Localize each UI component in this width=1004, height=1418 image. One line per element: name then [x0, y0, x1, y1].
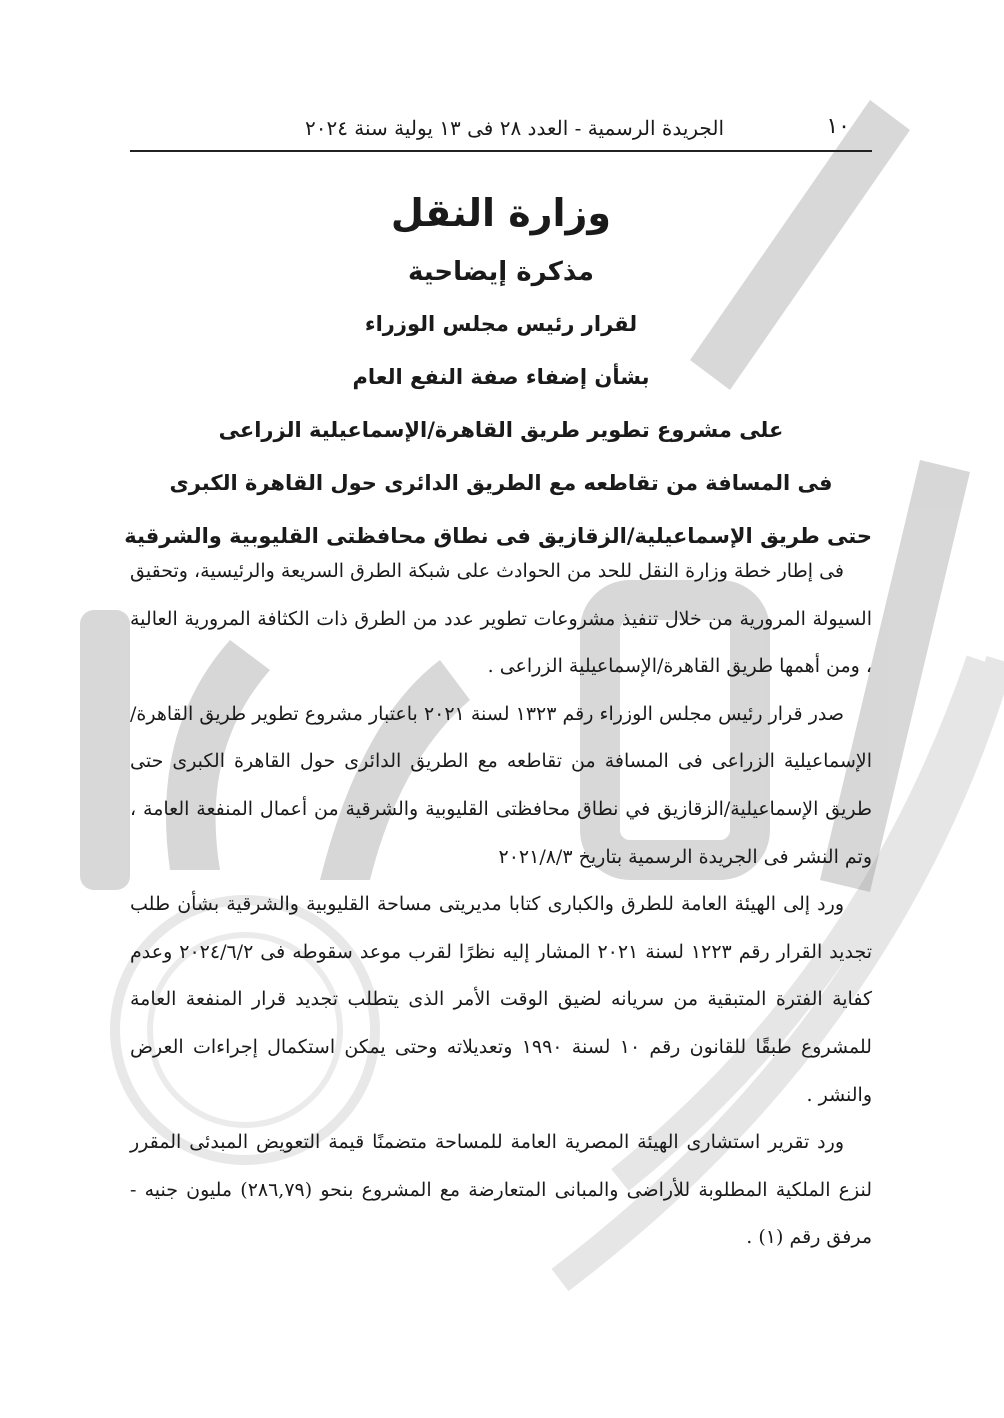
page-number: ١٠	[826, 114, 850, 139]
body-paragraph: ورد إلى الهيئة العامة للطرق والكبارى كتابا مديريتى مساحة القليوبية والشرقية بشأن طلب تجديد القرار رقم ١٢٢٣ لسنة ٢٠٢١ المشار إليه نظرًا لقرب موعد سقوطه فى ٢٠٢٤/٦/٢ وعدم كفاية الفترة المتبقية من سريانه لضيق الوقت الأمر الذى يتطلب تجديد قرار المنفعة العامة للمشروع طبقًا للقانون رقم ١٠ لسنة ١٩٩٠ وتعديلاته وحتى يمكن استكمال إجراءات العرض والنشر .	[130, 893, 872, 1106]
body-paragraph: صدر قرار رئيس مجلس الوزراء رقم ١٣٢٣ لسنة ٢٠٢١ باعتبار مشروع تطوير طريق القاهرة/ الإسماعيلية الزراعى فى المسافة من تقاطعه مع الطريق الدائرى حول القاهرة الكبرى حتى طريق الإسماعيلية/الزقازيق في نطاق محافظتى القليوبية والشرقية من أعمال المنفعة العامة ، وتم النشر فى الجريدة الرسمية بتاريخ ٢٠٢١/٨/٣	[130, 702, 872, 868]
subtitle-line: على مشروع تطوير طريق القاهرة/الإسماعيلية الزراعى	[218, 418, 784, 442]
subtitle-line: بشأن إضفاء صفة النفع العام	[352, 365, 650, 389]
memo-body	[130, 548, 872, 1262]
subtitle-line: حتى طريق الإسماعيلية/الزقازيق فى نطاق محافظتى القليوبية والشرقية	[124, 524, 872, 548]
subtitle-line: لقرار رئيس مجلس الوزراء	[364, 312, 638, 336]
body-paragraph: فى إطار خطة وزارة النقل للحد من الحوادث على شبكة الطرق السريعة والرئيسية، وتحقيق السيولة المرورية من خلال تنفيذ مشروعات تطوير عدد من الطرق ذات الكثافة المرورية العالية ، ومن أهمها طريق القاهرة/الإسماعيلية الزراعى .	[130, 560, 872, 678]
page-header	[130, 108, 872, 152]
running-head: الجريدة الرسمية - العدد ٢٨ فى ١٣ يولية سنة ٢٠٢٤	[304, 116, 724, 140]
subtitle-line: فى المسافة من تقاطعه مع الطريق الدائرى حول القاهرة الكبرى	[169, 471, 833, 495]
title-block	[124, 180, 872, 563]
ministry-title: وزارة النقل	[390, 191, 612, 235]
body-paragraph: ورد تقرير استشارى الهيئة المصرية العامة للمساحة متضمنًا قيمة التعويض المبدئى المقرر لنزع الملكية المطلوبة للأراضى والمبانى المتعارضة مع المشروع بنحو (٢٨٦,٧٩) مليون جنيه - مرفق رقم (١) .	[130, 1131, 872, 1249]
memo-title: مذكرة إيضاحية	[408, 257, 594, 287]
